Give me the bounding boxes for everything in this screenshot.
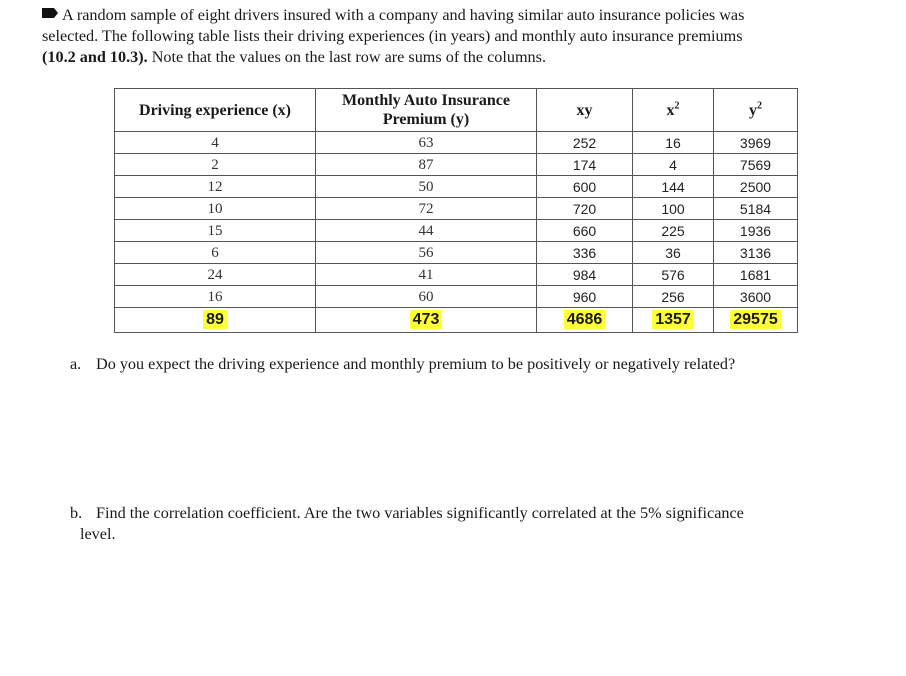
table-row bbox=[115, 198, 798, 220]
cell-y-squared: 1936 bbox=[714, 220, 798, 242]
cell-y-squared: 2500 bbox=[714, 176, 798, 198]
cell-x: 24 bbox=[115, 264, 316, 286]
cell-y-squared: 3969 bbox=[714, 132, 798, 154]
cell-xy: 960 bbox=[537, 286, 633, 308]
header-premium-line-2: Premium (y) bbox=[382, 111, 470, 128]
question-a bbox=[70, 354, 870, 375]
cell-y: 87 bbox=[316, 154, 537, 176]
cell-xy: 984 bbox=[537, 264, 633, 286]
header-x-squared: $x^2$ bbox=[633, 89, 714, 132]
total-y: 473 bbox=[316, 308, 537, 333]
table-row bbox=[115, 286, 798, 308]
cell-y: 41 bbox=[316, 264, 537, 286]
cell-y-squared: 1681 bbox=[714, 264, 798, 286]
driver-data-table bbox=[114, 88, 798, 333]
cell-y: 72 bbox=[316, 198, 537, 220]
cell-x: 16 bbox=[115, 286, 316, 308]
table-row bbox=[115, 176, 798, 198]
cell-x-squared: 16 bbox=[633, 132, 714, 154]
cell-y-squared: 7569 bbox=[714, 154, 798, 176]
total-x-squared: 1357 bbox=[633, 308, 714, 333]
total-x: 89 bbox=[115, 308, 316, 333]
cell-y-squared: 5184 bbox=[714, 198, 798, 220]
cell-x: 10 bbox=[115, 198, 316, 220]
question-a-text: Do you expect the driving experience and monthly premium to be positively or negatively related? bbox=[96, 355, 736, 373]
total-xy: 4686 bbox=[537, 308, 633, 333]
intro-line-1: A random sample of eight drivers insured with a company and having similar auto insurance policies was bbox=[62, 6, 745, 24]
header-y-squared: $y^2$ bbox=[714, 89, 798, 132]
intro-section-ref: (10.2 and 10.3). bbox=[42, 48, 148, 66]
header-premium-line-1: Monthly Auto Insurance bbox=[341, 92, 511, 109]
cell-x-squared: 4 bbox=[633, 154, 714, 176]
table-row bbox=[115, 154, 798, 176]
cell-x-squared: 576 bbox=[633, 264, 714, 286]
cell-y: 44 bbox=[316, 220, 537, 242]
cell-x: 15 bbox=[115, 220, 316, 242]
cell-x-squared: 36 bbox=[633, 242, 714, 264]
cell-y: 60 bbox=[316, 286, 537, 308]
question-b bbox=[70, 503, 850, 545]
table-header-row bbox=[115, 89, 798, 132]
cell-x: 4 bbox=[115, 132, 316, 154]
cell-x: 2 bbox=[115, 154, 316, 176]
cell-xy: 252 bbox=[537, 132, 633, 154]
table-totals-row bbox=[115, 308, 798, 333]
table-row bbox=[115, 242, 798, 264]
total-y-squared: 29575 bbox=[714, 308, 798, 333]
question-b-label: b. bbox=[70, 504, 83, 522]
header-driving-experience: Driving experience (x) bbox=[115, 89, 316, 132]
intro-line-3: Note that the values on the last row are sums of the columns. bbox=[147, 48, 546, 66]
cell-xy: 600 bbox=[537, 176, 633, 198]
problem-statement bbox=[42, 5, 862, 68]
header-xy: xy bbox=[537, 89, 633, 132]
cell-x-squared: 144 bbox=[633, 176, 714, 198]
cell-y-squared: 3600 bbox=[714, 286, 798, 308]
table-row bbox=[115, 264, 798, 286]
table-row bbox=[115, 220, 798, 242]
cell-xy: 720 bbox=[537, 198, 633, 220]
table-body bbox=[115, 132, 798, 308]
cell-y: 63 bbox=[316, 132, 537, 154]
cell-xy: 174 bbox=[537, 154, 633, 176]
table-row bbox=[115, 132, 798, 154]
cell-x: 12 bbox=[115, 176, 316, 198]
cell-x-squared: 100 bbox=[633, 198, 714, 220]
bullet-arrow-icon bbox=[42, 8, 58, 18]
cell-xy: 660 bbox=[537, 220, 633, 242]
cell-y-squared: 3136 bbox=[714, 242, 798, 264]
cell-y: 56 bbox=[316, 242, 537, 264]
cell-x-squared: 256 bbox=[633, 286, 714, 308]
question-a-label: a. bbox=[70, 355, 82, 373]
header-monthly-premium bbox=[316, 89, 537, 132]
intro-line-2: selected. The following table lists their driving experiences (in years) and monthly auto insurance premiums bbox=[42, 27, 743, 45]
cell-y: 50 bbox=[316, 176, 537, 198]
cell-x: 6 bbox=[115, 242, 316, 264]
cell-xy: 336 bbox=[537, 242, 633, 264]
question-b-text-2: level. bbox=[80, 525, 116, 543]
cell-x-squared: 225 bbox=[633, 220, 714, 242]
question-b-text-1: Find the correlation coefficient. Are the two variables significantly correlated at the 5% significance bbox=[96, 504, 744, 522]
